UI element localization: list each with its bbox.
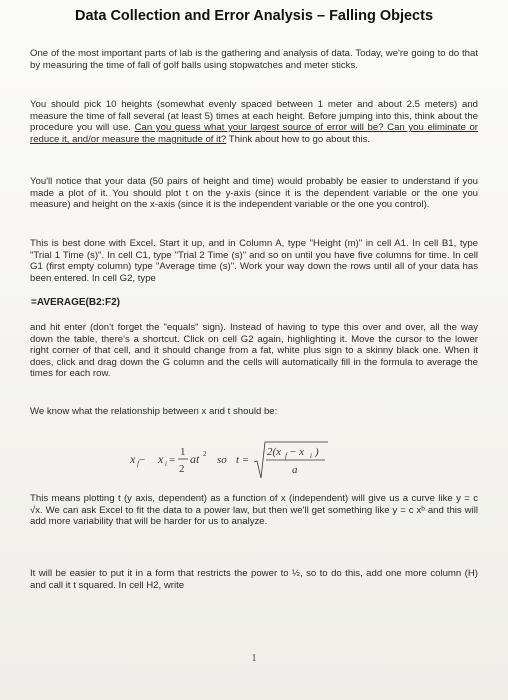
- procedure-paragraph: [30, 99, 478, 145]
- eq-minus: −: [139, 454, 146, 466]
- relationship-intro: We know what the relationship between x and t should be:: [30, 406, 278, 417]
- eq-so: so: [217, 454, 227, 466]
- eq-rad-sub-f: f: [285, 452, 287, 460]
- power-law-paragraph: This means plotting t (y axis, dependent) as a function of x (independent) will give us a curve like y = c √x. We can ask Excel to fit the data to a power law, but then we'll get something like y = c xᵇ and this will add more variability that will be harder for us to analyze.: [30, 493, 478, 528]
- plotting-paragraph: You'll notice that your data (50 pairs of height and time) would probably be easier to understand if you made a plot of it. You should plot t on the y-axis (since it is the dependent variable or the one you measure) and height on the x-axis (since it is the independent variable or the one you control).: [30, 176, 478, 211]
- error-question: Can you guess what your largest source of error will be? Can you eliminate or reduce it, and/or measure the magnitude of it?: [30, 122, 478, 145]
- eq-rad-close: ): [315, 446, 319, 458]
- eq-num1: 1: [180, 446, 186, 458]
- page-number: 1: [251, 653, 257, 664]
- eq-rad-num: 2(x: [267, 446, 282, 458]
- eq-at: at: [190, 452, 200, 466]
- eq-rad-minus: − x: [289, 446, 305, 458]
- intro-paragraph: One of the most important parts of lab is the gathering and analysis of data. Today, we're going to do that by measuring the time of fall of golf balls using stopwatches and meter sticks.: [30, 48, 478, 71]
- eq-sq: 2: [203, 450, 207, 458]
- procedure-text: You should pick 10 heights (somewhat evenly spaced between 1 meter and about 2.5 meters) and measure the time of fall several (at least 5) times at each height. Before jumping into this, think about the procedure you will use.: [30, 99, 478, 134]
- eq-lhs2: x: [158, 452, 164, 466]
- autofill-paragraph: and hit enter (don't forget the "equals" sign). Instead of having to type this over and over, all the way down the table, there's a shortcut. Click on cell G2 again, highlighting it. Move the cursor to the lower right corner of that cell, and it should change from a fat, white plus sign to a skinny black one. When it does, click and drag down the G column and the cells will automatically fill in the formula to average the times for each row.: [30, 322, 478, 380]
- equation-graphic: [120, 432, 380, 482]
- eq-rad-sub-i: i: [310, 452, 312, 460]
- procedure-tail: Think about how to go about this.: [226, 133, 371, 145]
- eq-lhs: x: [130, 452, 136, 466]
- page-title: Data Collection and Error Analysis – Falling Objects: [74, 8, 434, 24]
- eq-equals: =: [169, 454, 176, 466]
- t-squared-paragraph: It will be easier to put it in a form that restricts the power to ½, so to do this, add one more column (H) and call it t squared. In cell H2, write: [30, 568, 478, 591]
- eq-sub-i: i: [165, 460, 167, 468]
- excel-paragraph: This is best done with Excel. Start it up, and in Column A, type "Height (m)" in cell A1. In cell B1, type "Trial 1 Time (s)". In cell C1, type "Trial 2 Time (s)" and so on until you have five columns for time. In cell G1 (first empty column) type "Average time (s)". Work your way down the rows until all of your data has been entered. In cell G2, type: [30, 238, 478, 284]
- average-formula: =AVERAGE(B2:F2): [31, 297, 120, 308]
- eq-den2: 2: [179, 463, 185, 475]
- eq-t: t =: [236, 454, 250, 466]
- eq-sub-f: f: [137, 460, 139, 468]
- kinematics-equation: [120, 432, 380, 482]
- eq-den-a: a: [292, 464, 298, 476]
